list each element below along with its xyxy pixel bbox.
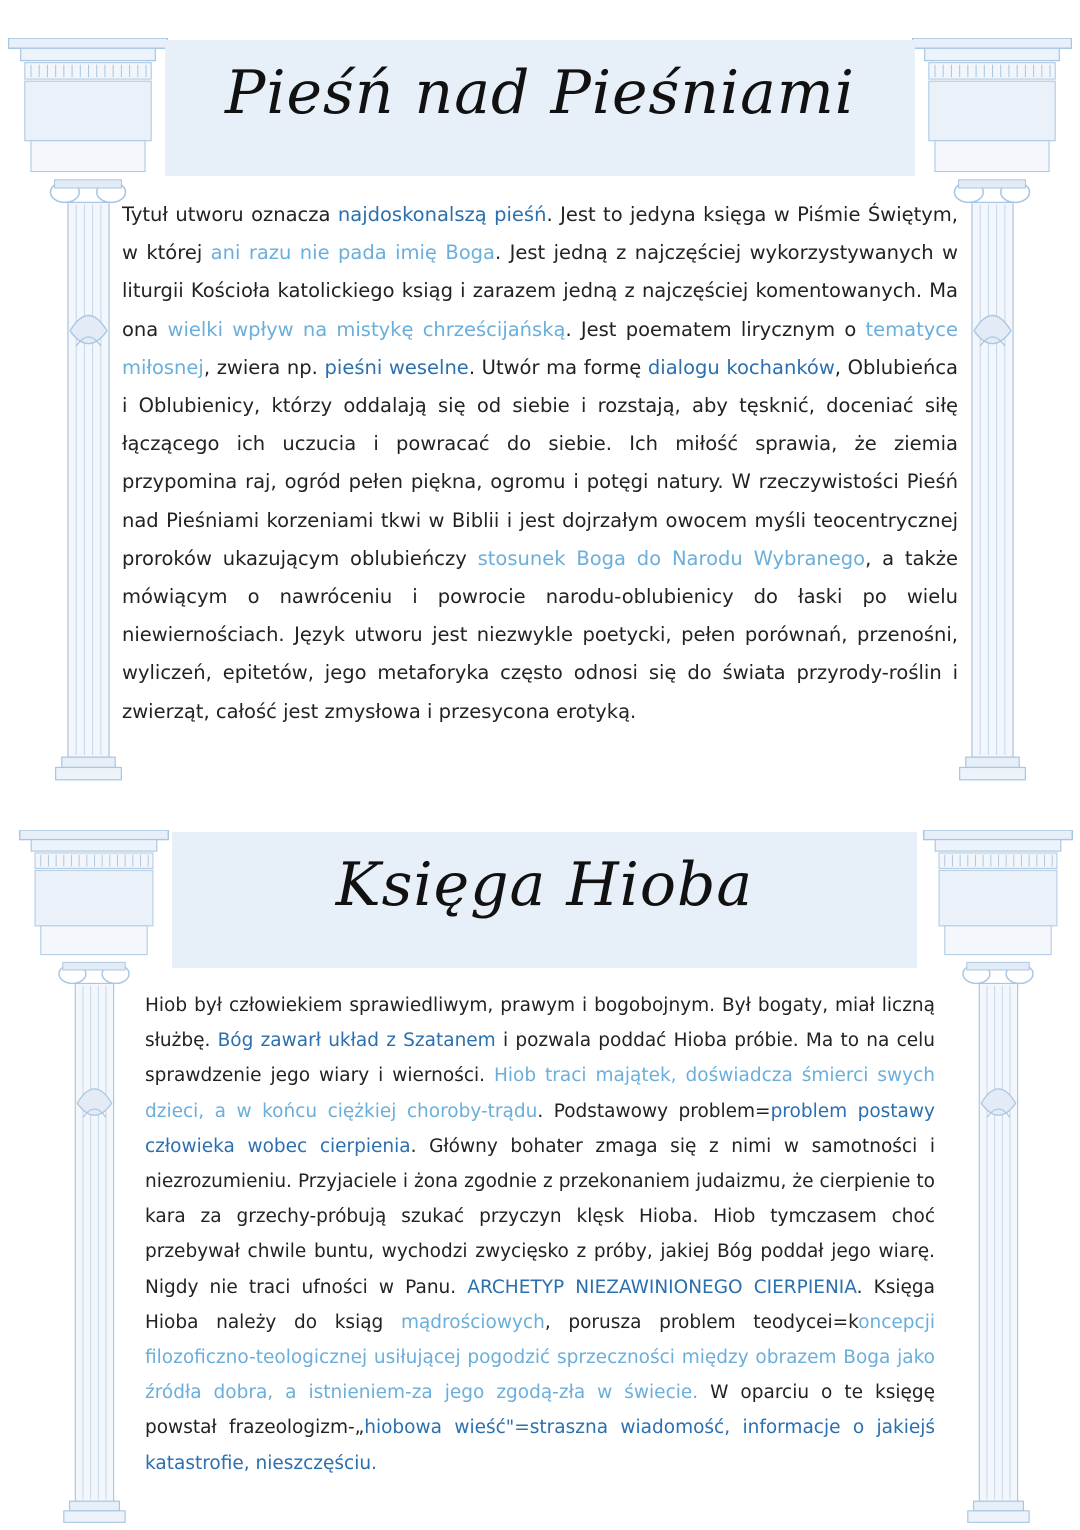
highlighted-phrase: mądrościowych (400, 1311, 545, 1333)
text-segment: . Jest poematem lirycznym o (565, 317, 866, 341)
highlighted-phrase: hiobowa wieść"=straszna wiadomość, informacje o jakiejś katastrofie, nieszczęściu. (145, 1417, 936, 1474)
title-band (165, 40, 915, 176)
text-segment: . Jest to jedyna księga w Piśmie Świętym, w której (122, 203, 958, 265)
highlighted-phrase: stosunek Boga do Narodu Wybranego (477, 546, 866, 570)
text-segment: i pozwala poddać Hioba próbie. Ma to na celu sprawdzenie jego wiary i wierności. (145, 1030, 936, 1087)
column-right-decoration (918, 830, 1078, 1530)
section-title: Pieśń nad Pieśniami (224, 58, 855, 128)
body-text (145, 988, 935, 1481)
highlighted-phrase: Bóg zawarł układ z Szatanem (217, 1030, 496, 1052)
highlighted-phrase: tematyce miłosnej (122, 317, 959, 379)
highlighted-phrase: ARCHETYP NIEZAWINIONEGO CIERPIENIA (467, 1276, 857, 1298)
highlighted-phrase: dialogu kochanków (647, 355, 835, 379)
highlighted-phrase: najdoskonalszą pieśń (337, 203, 547, 226)
text-segment: . Księga Hioba należy do ksiąg (145, 1276, 935, 1333)
text-segment: . Utwór ma formę (468, 355, 648, 379)
text-segment: . Jest jedną z najczęściej wykorzystywanych w liturgii Kościoła katolickiego ksiąg i zarazem jedną z najczęściej komentowanych. Ma ona (122, 241, 958, 341)
text-segment: Tytuł utworu oznacza (122, 203, 338, 226)
text-segment: , porusza problem teodycei=k (544, 1311, 859, 1333)
highlighted-phrase: ani razu nie pada imię Boga (210, 241, 495, 265)
text-segment: . Podstawowy problem= (537, 1100, 771, 1122)
text-segment: W oparciu o te księgę powstał frazeologizm-„ (145, 1382, 935, 1439)
section-piesn-nad-piesniami (0, 38, 1080, 788)
text-segment: , zwiera np. (203, 355, 325, 379)
text-segment: Hiob był człowiekiem sprawiedliwym, prawym i bogobojnym. Był bogaty, miał liczną służbę. (145, 995, 935, 1052)
highlighted-phrase: Hiob traci majątek, doświadcza śmierci swych dzieci, a w końcu ciężkiej choroby-trądu (145, 1065, 935, 1122)
section-title: Księga Hioba (335, 850, 754, 920)
body-text (122, 196, 958, 731)
highlighted-phrase: pieśni weselne (324, 355, 469, 379)
highlighted-phrase: problem postawy człowieka wobec cierpienia (145, 1100, 935, 1157)
text-segment: , Oblubieńca i Oblubienicy, którzy oddalają się od siebie i rozstają, aby tęsknić, doceniać siłę łączącego ich uczucia i powracać do siebie. Ich miłość sprawia, że ziemia przypomina raj, ogród pełen piękna, ogromu i potęgi natury. W rzeczywistości Pieśń nad Pieśniami korzeniami tkwi w Biblii i jest dojrzałym owocem myśli teocentrycznej proroków ukazującym oblubieńczy (122, 355, 958, 570)
text-segment: . Główny bohater zmaga się z nimi w samotności i niezrozumieniu. Przyjaciele i żona zgodnie z przekonaniem judaizmu, że cierpienie to kara za grzechy-próbują szukać przyczyn klęsk Hioba. Hiob tymczasem choć przebywał chwile buntu, wychodzi zwycięsko z próby, jakiej Bóg poddał jego wiarę. Nigdy nie traci ufności w Panu. (145, 1135, 936, 1298)
highlighted-phrase: oncepcji filozoficzno-teologicznej usiłującej pogodzić sprzeczności między obrazem Boga jako źródła dobra, a istnieniem-za jego zgodą-zła w świecie. (145, 1311, 935, 1404)
highlighted-phrase: wielki wpływ na mistykę chrześcijańską (167, 317, 566, 341)
title-band (172, 832, 917, 968)
section-ksiega-hioba (0, 830, 1080, 1527)
text-segment: , a także mówiącym o nawróceniu i powrocie narodu-oblubienicy do łaski po wielu niewiernościach. Język utworu jest niezwykle poetycki, pełen porównań, przenośni, wyliczeń, epitetów, jego metaforyka często odnosi się do świata przyrody-roślin i zwierząt, całość jest zmysłowa i przesycona erotyką. (122, 546, 959, 723)
